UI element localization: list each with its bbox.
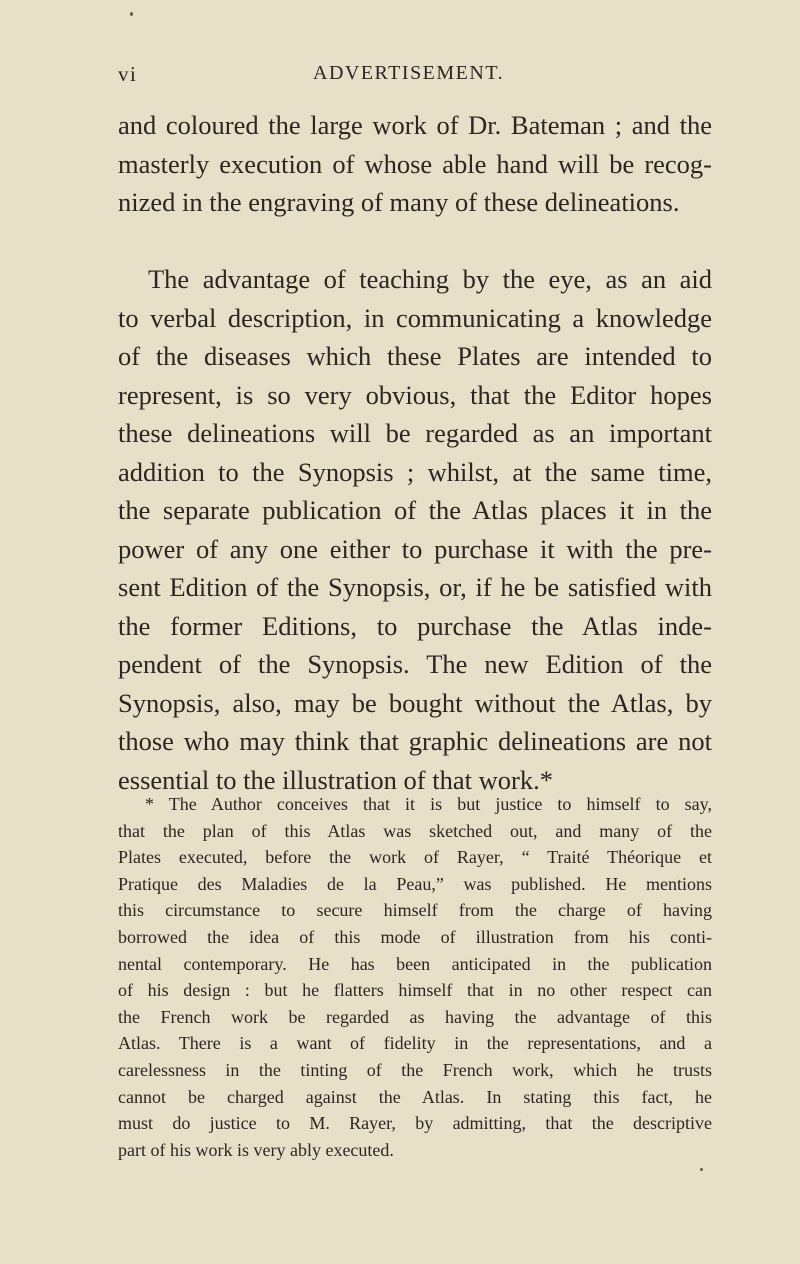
- footnote-line: this circumstance to secure himself from the charge of having: [118, 900, 712, 921]
- footnote-line: Pratique des Maladies de la Peau,” was published. He mentions: [118, 873, 712, 894]
- text-line: The advantage of teaching by the eye, as an aid: [148, 264, 712, 294]
- paragraph-continuation: [118, 106, 712, 222]
- footnote-line: the French work be regarded as having the advantage of this: [118, 1006, 712, 1027]
- running-head: [118, 62, 708, 92]
- ink-speck: [130, 12, 133, 16]
- text-line: these delineations will be regarded as an important: [118, 418, 712, 448]
- footnote-line: carelessness in the tinting of the French work, which he trusts: [118, 1059, 712, 1080]
- text-line: pendent of the Synopsis. The new Edition of the: [118, 649, 712, 679]
- footnote-line: Atlas. There is a want of fidelity in the representations, and a: [118, 1033, 712, 1054]
- text-line: and coloured the large work of Dr. Bateman ; and the: [118, 110, 712, 140]
- text-line: masterly execution of whose able hand will be recog-: [118, 148, 712, 179]
- text-line: addition to the Synopsis ; whilst, at the same time,: [118, 456, 712, 487]
- footnote-line: must do justice to M. Rayer, by admitting, that the descriptive: [118, 1113, 712, 1134]
- text-line: those who may think that graphic delineations are not: [118, 726, 712, 756]
- footnote-line: Plates executed, before the work of Rayer, “ Traité Théorique et: [118, 847, 712, 868]
- ink-speck: [700, 1168, 703, 1171]
- footnote: [118, 791, 712, 1163]
- footnote-line: * The Author conceives that it is but justice to himself to say,: [145, 794, 712, 814]
- text-line: represent, is so very obvious, that the Editor hopes: [118, 379, 712, 410]
- footnote-line: of his design : but he flatters himself that in no other respect can: [118, 980, 712, 1001]
- text-line: sent Edition of the Synopsis, or, if he be satisfied with: [118, 572, 712, 602]
- text-line: the former Editions, to purchase the Atlas inde-: [118, 610, 712, 641]
- running-title: ADVERTISEMENT.: [313, 62, 505, 84]
- text-line: essential to the illustration of that work.*: [118, 764, 553, 795]
- footnote-line: that the plan of this Atlas was sketched out, and many of the: [118, 820, 712, 841]
- footnote-line: nental contemporary. He has been anticipated in the publication: [118, 953, 712, 974]
- text-line: of the diseases which these Plates are intended to: [118, 341, 712, 371]
- text-line: Synopsis, also, may be bought without the Atlas, by: [118, 687, 712, 718]
- page-number: vi: [118, 62, 138, 86]
- text-line: the separate publication of the Atlas places it in the: [118, 495, 712, 525]
- text-line: nized in the engraving of many of these delineations.: [118, 187, 680, 217]
- footnote-line: cannot be charged against the Atlas. In stating this fact, he: [118, 1086, 712, 1107]
- text-line: power of any one either to purchase it with the pre-: [118, 533, 712, 564]
- footnote-line: part of his work is very ably executed.: [118, 1139, 394, 1160]
- footnote-line: borrowed the idea of this mode of illustration from his conti-: [118, 926, 712, 947]
- paragraph-atlas-advantage: [118, 260, 712, 799]
- text-line: to verbal description, in communicating a knowledge: [118, 302, 712, 333]
